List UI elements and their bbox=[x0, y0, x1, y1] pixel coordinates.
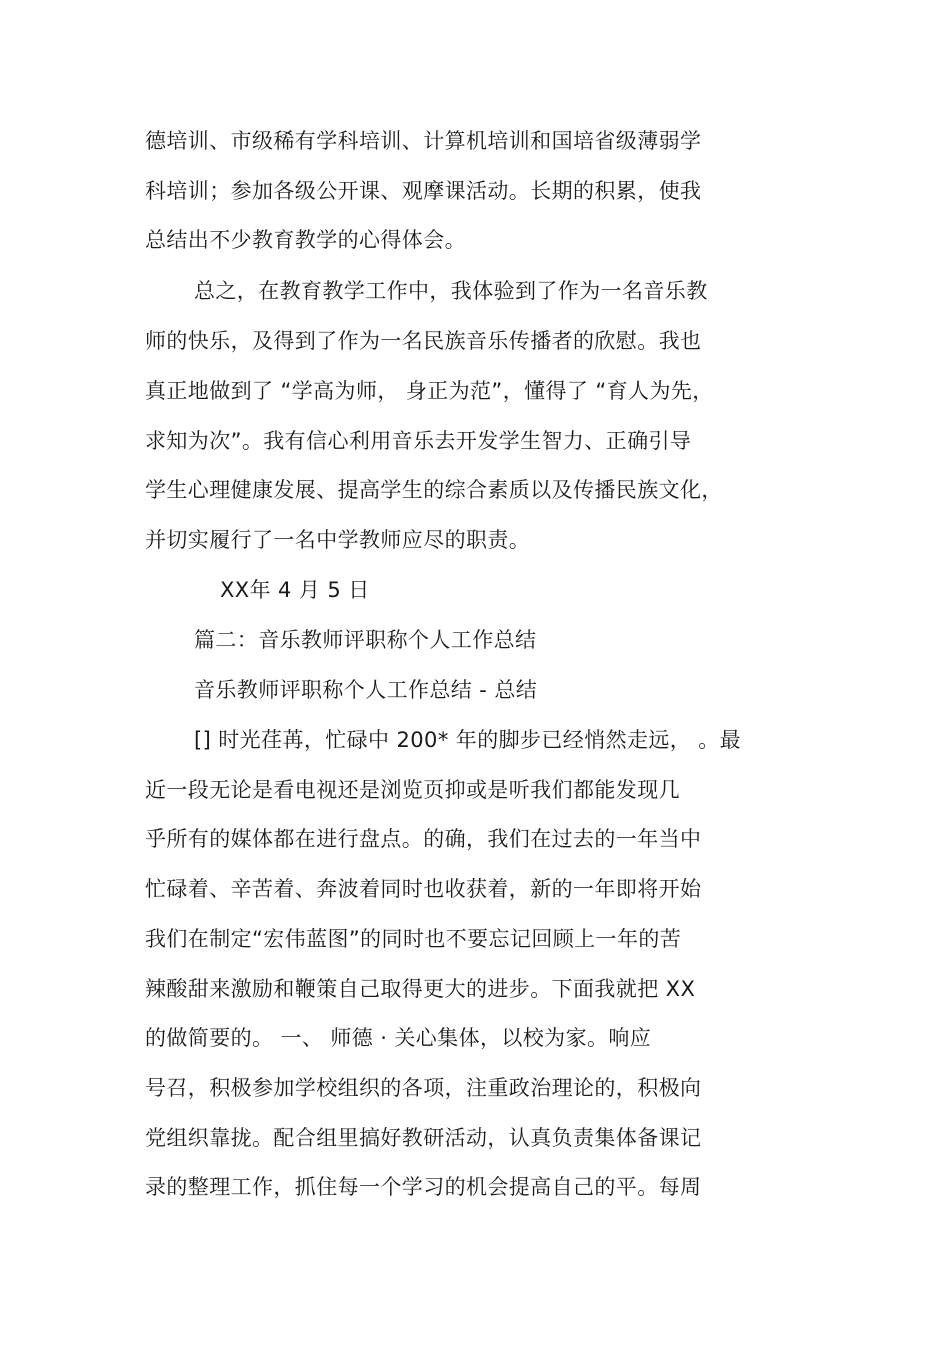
section-subheading: 音乐教师评职称个人工作总结 - 总结 bbox=[194, 678, 538, 702]
section-heading: 篇二：音乐教师评职称个人工作总结 bbox=[194, 628, 537, 652]
text-line: 真正地做到了 “学高为师， 身正为范”，懂得了 “育人为先， bbox=[145, 379, 714, 403]
text-line: 党组织靠拢。配合组里搞好教研活动，认真负责集体备课记 bbox=[145, 1126, 702, 1150]
text-line: 总之，在教育教学工作中，我体验到了作为一名音乐教 bbox=[194, 279, 708, 303]
text-line: 我们在制定“宏伟蓝图”的同时也不要忘记回顾上一年的苦 bbox=[145, 927, 682, 951]
text-line: 忙碌着、辛苦着、奔波着同时也收获着，新的一年即将开始 bbox=[145, 877, 702, 901]
text-line: 学生心理健康发展、提高学生的综合素质以及传播民族文化， bbox=[145, 478, 723, 502]
text-line: 德培训、市级稀有学科培训、计算机培训和国培省级薄弱学 bbox=[145, 129, 702, 153]
text-line: 号召，积极参加学校组织的各项，注重政治理论的，积极向 bbox=[145, 1076, 702, 1100]
text-line: 科培训；参加各级公开课、观摩课活动。长期的积累，使我 bbox=[145, 179, 702, 203]
text-line: 乎所有的媒体都在进行盘点。的确，我们在过去的一年当中 bbox=[145, 827, 702, 851]
date-line: XX年 4 月 5 日 bbox=[220, 578, 370, 602]
text-line: 辣酸甜来激励和鞭策自己取得更大的进步。下面我就把 XX bbox=[145, 977, 696, 1001]
text-line: 并切实履行了一名中学教师应尽的职责。 bbox=[145, 528, 531, 552]
text-line: 录的整理工作，抓住每一个学习的机会提高自己的平。每周 bbox=[145, 1175, 702, 1199]
text-line: 总结出不少教育教学的心得体会。 bbox=[145, 228, 466, 252]
text-line: 求知为次”。我有信心利用音乐去开发学生智力、正确引导 bbox=[145, 429, 692, 453]
text-line: 的做简要的。 一、 师德 · 关心集体，以校为家。响应 bbox=[145, 1026, 652, 1050]
text-line: [] 时光荏苒，忙碌中 200* 年的脚步已经悄然走远， 。最 bbox=[194, 728, 742, 752]
text-line: 师的快乐，及得到了作为一名民族音乐传播者的欣慰。我也 bbox=[145, 329, 702, 353]
text-line: 近一段无论是看电视还是浏览页抑或是听我们都能发现几 bbox=[145, 778, 680, 802]
